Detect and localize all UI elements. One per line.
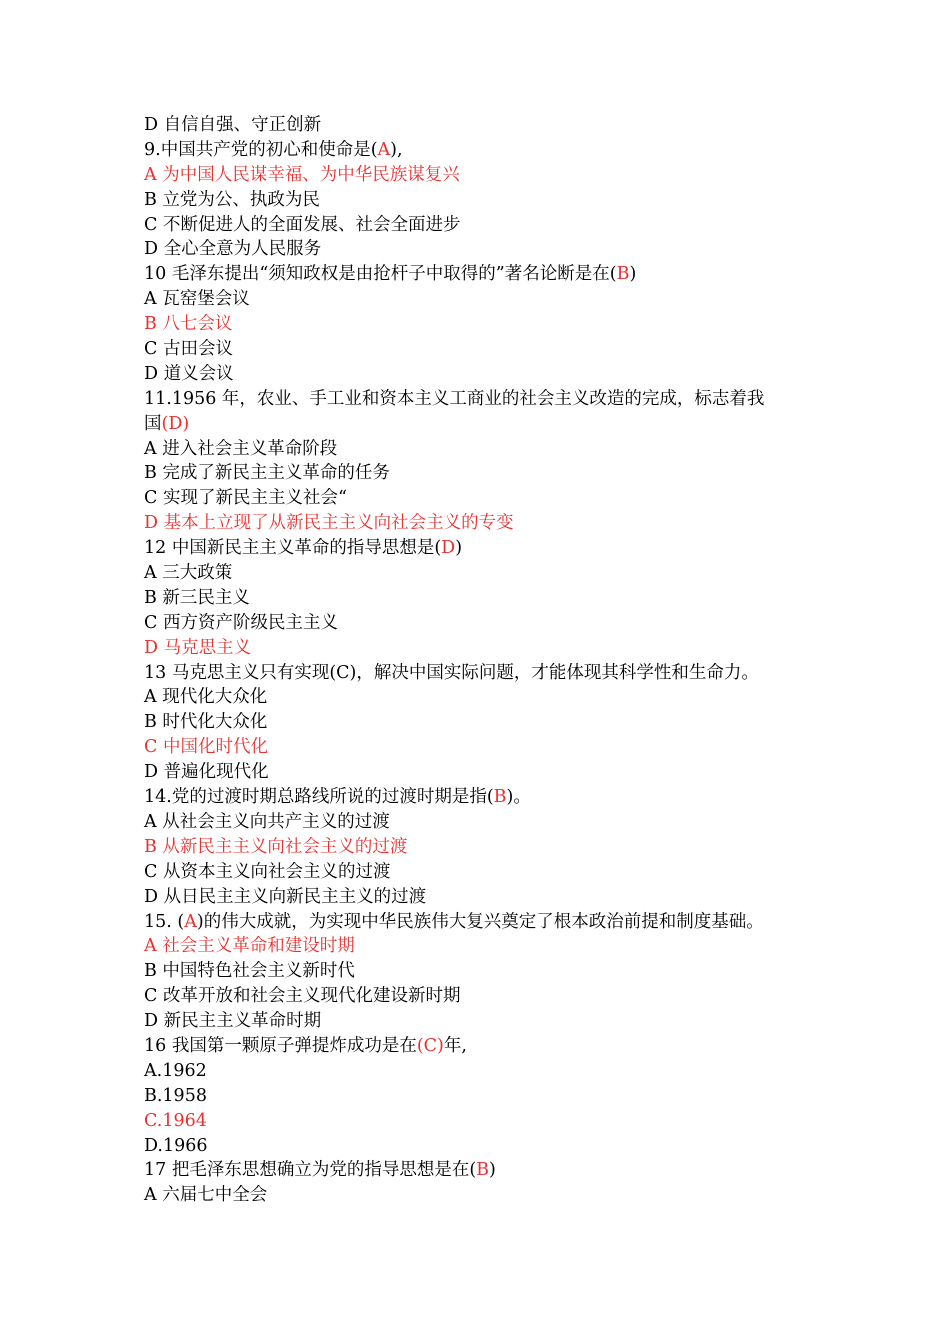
option-line: C 不断促进人的全面发展、社会全面进步 [144, 214, 461, 235]
option-line: B 新三民主义 [144, 587, 250, 608]
question-text: 10 毛泽东提出“须知政权是由抢杆子中取得的”著名论断是在( [144, 264, 617, 285]
answer-mark: A [184, 911, 197, 932]
option-line: B.1958 [144, 1085, 207, 1106]
correct-option-line: C 中国化时代化 [144, 737, 268, 758]
question-text: 12 中国新民主主义革命的指导思想是( [144, 538, 442, 559]
option-line: D 道义会议 [144, 363, 234, 384]
document-page [144, 113, 834, 1208]
question-line [144, 785, 834, 810]
correct-option-line: A 为中国人民谋幸福、为中华民族谋复兴 [144, 164, 460, 185]
option-line: A 从社会主义向共产主义的过渡 [144, 811, 390, 832]
question-text: ) [489, 1160, 496, 1181]
question-line [144, 536, 834, 561]
option-line: C 实现了新民主主义社会“ [144, 488, 347, 509]
option-line: A.1962 [144, 1060, 207, 1081]
option-line: C 从资本主义向社会主义的过渡 [144, 861, 391, 882]
question-text: 年, [443, 1035, 467, 1056]
correct-option-line: B 从新民主主义向社会主义的过渡 [144, 836, 408, 857]
answer-mark: B [616, 264, 630, 285]
option-line: A 现代化大众化 [144, 687, 268, 708]
correct-option-line: C.1964 [144, 1110, 207, 1131]
answer-mark: A [377, 139, 391, 160]
question-text: 9.中国共产党的初心和使命是( [144, 139, 378, 160]
question-line: 11.1956 年，农业、手工业和资本主义工商业的社会主义改造的完成，标志着我 [144, 388, 765, 409]
option-line: B 完成了新民主主义革命的任务 [144, 463, 390, 484]
question-line [144, 262, 834, 287]
question-text: ) [629, 264, 637, 285]
option-line: A 三大政策 [144, 563, 233, 584]
option-line: B 时代化大众化 [144, 712, 268, 733]
answer-mark: D [441, 538, 456, 559]
correct-option-line: D 基本上立现了从新民主主义向社会主义的专变 [144, 513, 514, 534]
question-text: 国 [144, 413, 162, 434]
question-text: )的伟大成就，为实现中华民族伟大复兴奠定了根本政治前提和制度基础。 [196, 911, 764, 932]
option-line: D 全心全意为人民服务 [144, 239, 322, 260]
question-text: 16 我国第一颗原子弹提炸成功是在 [144, 1035, 417, 1056]
option-line: D 新民主主义革命时期 [144, 1011, 322, 1032]
correct-option-line: D 马克思主义 [144, 637, 252, 658]
option-line: A 瓦窑堡会议 [144, 289, 250, 310]
option-line: D 从日民主主义向新民主主义的过渡 [144, 886, 427, 907]
option-line: B 中国特色社会主义新时代 [144, 961, 355, 982]
question-line: 13 马克思主义只有实现(C)，解决中国实际问题，才能体现其科学性和生命力。 [144, 662, 759, 683]
answer-mark: (C) [416, 1035, 444, 1056]
option-line: C 古田会议 [144, 339, 233, 360]
option-line: A 进入社会主义革命阶段 [144, 438, 338, 459]
question-text: ) [455, 538, 463, 559]
option-line: D 自信自强、守正创新 [144, 115, 322, 135]
question-line [144, 1034, 834, 1059]
correct-option-line: A 社会主义革命和建设时期 [144, 936, 355, 957]
option-line: C 西方资产阶级民主主义 [144, 612, 338, 633]
answer-mark: (D) [161, 413, 190, 434]
answer-mark: B [493, 787, 507, 808]
option-line: B 立党为公、执政为民 [144, 189, 320, 210]
question-text: )。 [506, 787, 531, 808]
correct-option-line: B 八七会议 [144, 314, 233, 335]
question-line [144, 1158, 834, 1183]
question-line [144, 910, 834, 935]
question-text: ), [390, 139, 403, 160]
option-line: D.1966 [144, 1135, 208, 1156]
answer-mark: B [476, 1160, 490, 1181]
question-text: 15. ( [144, 911, 185, 932]
option-line: C 改革开放和社会主义现代化建设新时期 [144, 986, 461, 1007]
option-line: A 六届七中全会 [144, 1185, 268, 1206]
option-line: D 普遍化现代化 [144, 762, 269, 783]
question-line [144, 138, 834, 163]
question-text: 17 把毛泽东思想确立为党的指导思想是在( [144, 1160, 477, 1181]
question-text: 14.党的过渡时期总路线所说的过渡时期是指( [144, 787, 494, 808]
question-line [144, 412, 834, 437]
